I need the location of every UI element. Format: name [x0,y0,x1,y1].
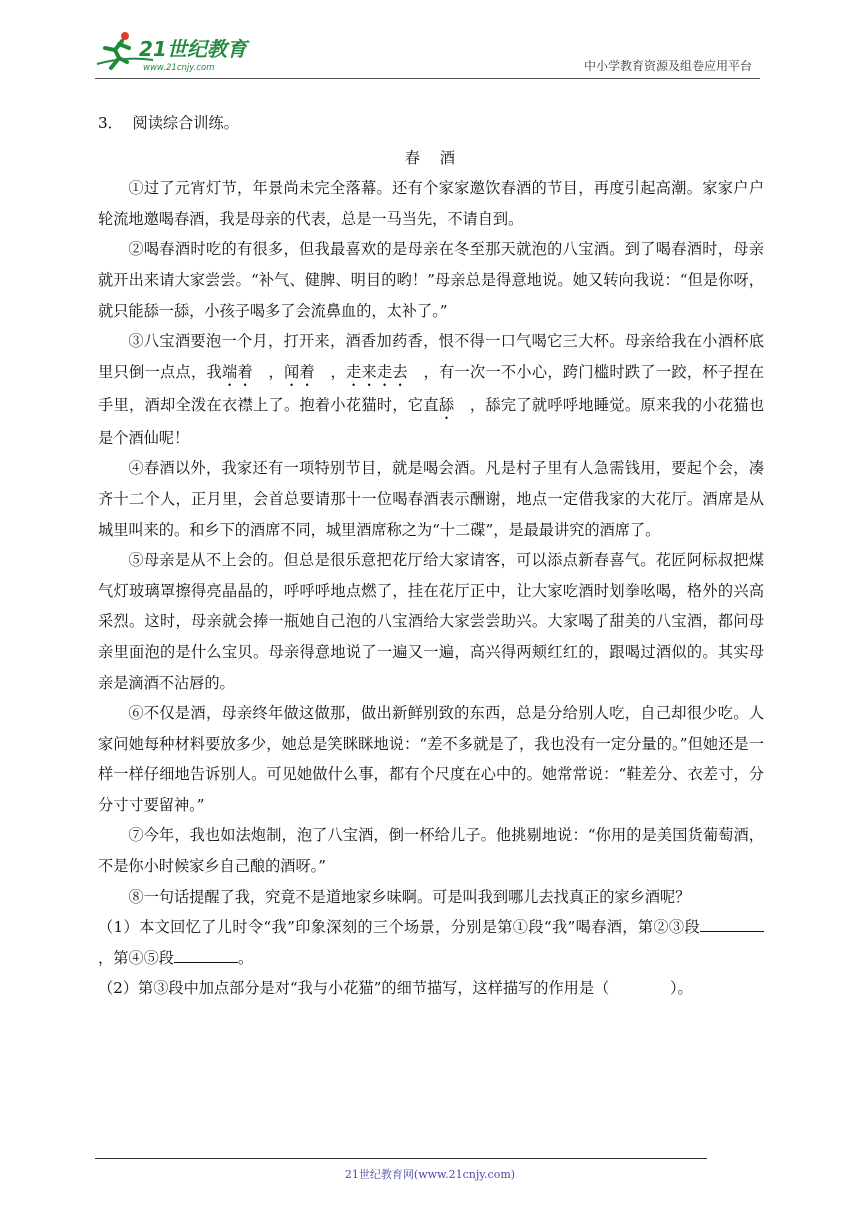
sub-question-1: （1）本文回忆了儿时令“我”印象深刻的三个场景，分别是第①段“我”喝春酒，第②③段，第④⑤段 。 [98,912,764,973]
emphasis-text: 走来走去 [345,362,408,381]
paragraph-4: ④春酒以外，我家还有一项特别节目，就是喝会酒。凡是村子里有人急需钱用，要起个会，凑齐十二个人，正月里，会首总要请那十一位喝春酒表示酬谢，地点一定借我家的大花厅。酒席是从城里叫来的。和乡下的酒席不同，城里酒席称之为“十二碟”，是最最讲究的酒席了。 [98,459,764,539]
plain-text: 有一次一不小心 [438,362,548,381]
plain-text: 舔完 [485,395,517,414]
paragraph-5: ⑤母亲是从不上会的。但总是很乐意把花厅给大家请客，可以添点新春喜气。花匠阿标叔把煤气灯玻璃罩擦得亮晶晶的，呼呼呼地点燃了，挂在花厅正中，让大家吃酒时划拳吆喝，格外的兴高采烈。这时，母亲就会捧一瓶她自己泡的八宝酒给大家尝尝助兴。大家喝了甜美的八宝酒，都问母亲里面泡的是什么宝贝。母亲得意地说了一遍又一遍，高兴得两颊红红的，跟喝过酒似的。其实母亲是滴酒不沾唇的。 [98,551,764,692]
emphasis-text: 端着 [221,362,253,381]
site-tagline: 中小学教育资源及组卷应用平台 [583,59,752,73]
site-logo [95,30,265,74]
svg-text:21世纪教育: 21世纪教育 [139,37,247,61]
question-heading [98,108,764,139]
question-number: 3． [98,114,123,132]
passage-title: 春 酒 [404,148,458,167]
svg-text:www.21cnjy.com: www.21cnjy.com [143,63,215,73]
paragraph-7: ⑦今年，我也如法炮制，泡了八宝酒，倒一杯给儿子。他挑剔地说：“你用的是美国货葡萄酒，不是你小时候家乡自己酿的酒呀。” [98,826,764,876]
page-header [95,28,760,79]
answer-blank[interactable] [700,917,764,932]
emphasis-text: 舔 [438,395,455,414]
paragraph-3: ③八宝酒要泡一个月，打开来，酒香加药香，恨不得一口气喝它三大杯。母亲给我在小酒杯底里只倒一点点，我端着 ，闻着 ，走来走去 ，有一次一不小心，跨门槛时跌了一跤，杯子捏在手里，酒却全泼在衣襟上了。抱着小花猫时，它直舔 ，舔完了就呼呼地睡觉。原来我的小花猫也是个酒仙呢！ [98,332,765,447]
question-body [98,108,764,1004]
paragraph-1: ①过了元宵灯节，年景尚未完全落幕。还有个家家邀饮春酒的节目，再度引起高潮。家家户户轮流地邀喝春酒，我是母亲的代表，总是一马当先，不请自到。 [98,179,764,228]
answer-blank[interactable] [174,948,238,963]
sub-question-2: （2）第③段中加点部分是对“我与小花猫”的细节描写，这样描写的作用是（ ）。 [98,979,693,998]
question-instruction: 阅读综合训练。 [132,114,239,132]
paragraph-8: ⑧一句话提醒了我，究竟不是道地家乡味啊。可是叫我到哪儿去找真正的家乡酒呢？ [128,887,691,906]
footer-divider [95,1158,707,1159]
paragraph-6: ⑥不仅是酒，母亲终年做这做那，做出新鲜别致的东西，总是分给别人吃，自己却很少吃。人家问她每种材料要放多少，她总是笑眯眯地说：“差不多就是了，我也没有一定分量的。”但她还是一样一样仔细地告诉别人。可见她做什么事，都有个尺度在心中的。她常常说：“鞋差分、衣差寸，分分寸寸要留神。” [98,704,764,814]
emphasis-text: 闻着 [283,362,315,381]
paragraph-2: ②喝春酒时吃的有很多，但我最喜欢的是母亲在冬至那天就泡的八宝酒。到了喝春酒时，母亲就开出来请大家尝尝。“补气、健脾、明目的哟！”母亲总是得意地说。她又转向我说：“但是你呀，就只能舔一舔，小孩子喝多了会流鼻血的，太补了。” [98,240,764,320]
page-footer: 21世纪教育网(www.21cnjy.com) [344,1168,516,1181]
